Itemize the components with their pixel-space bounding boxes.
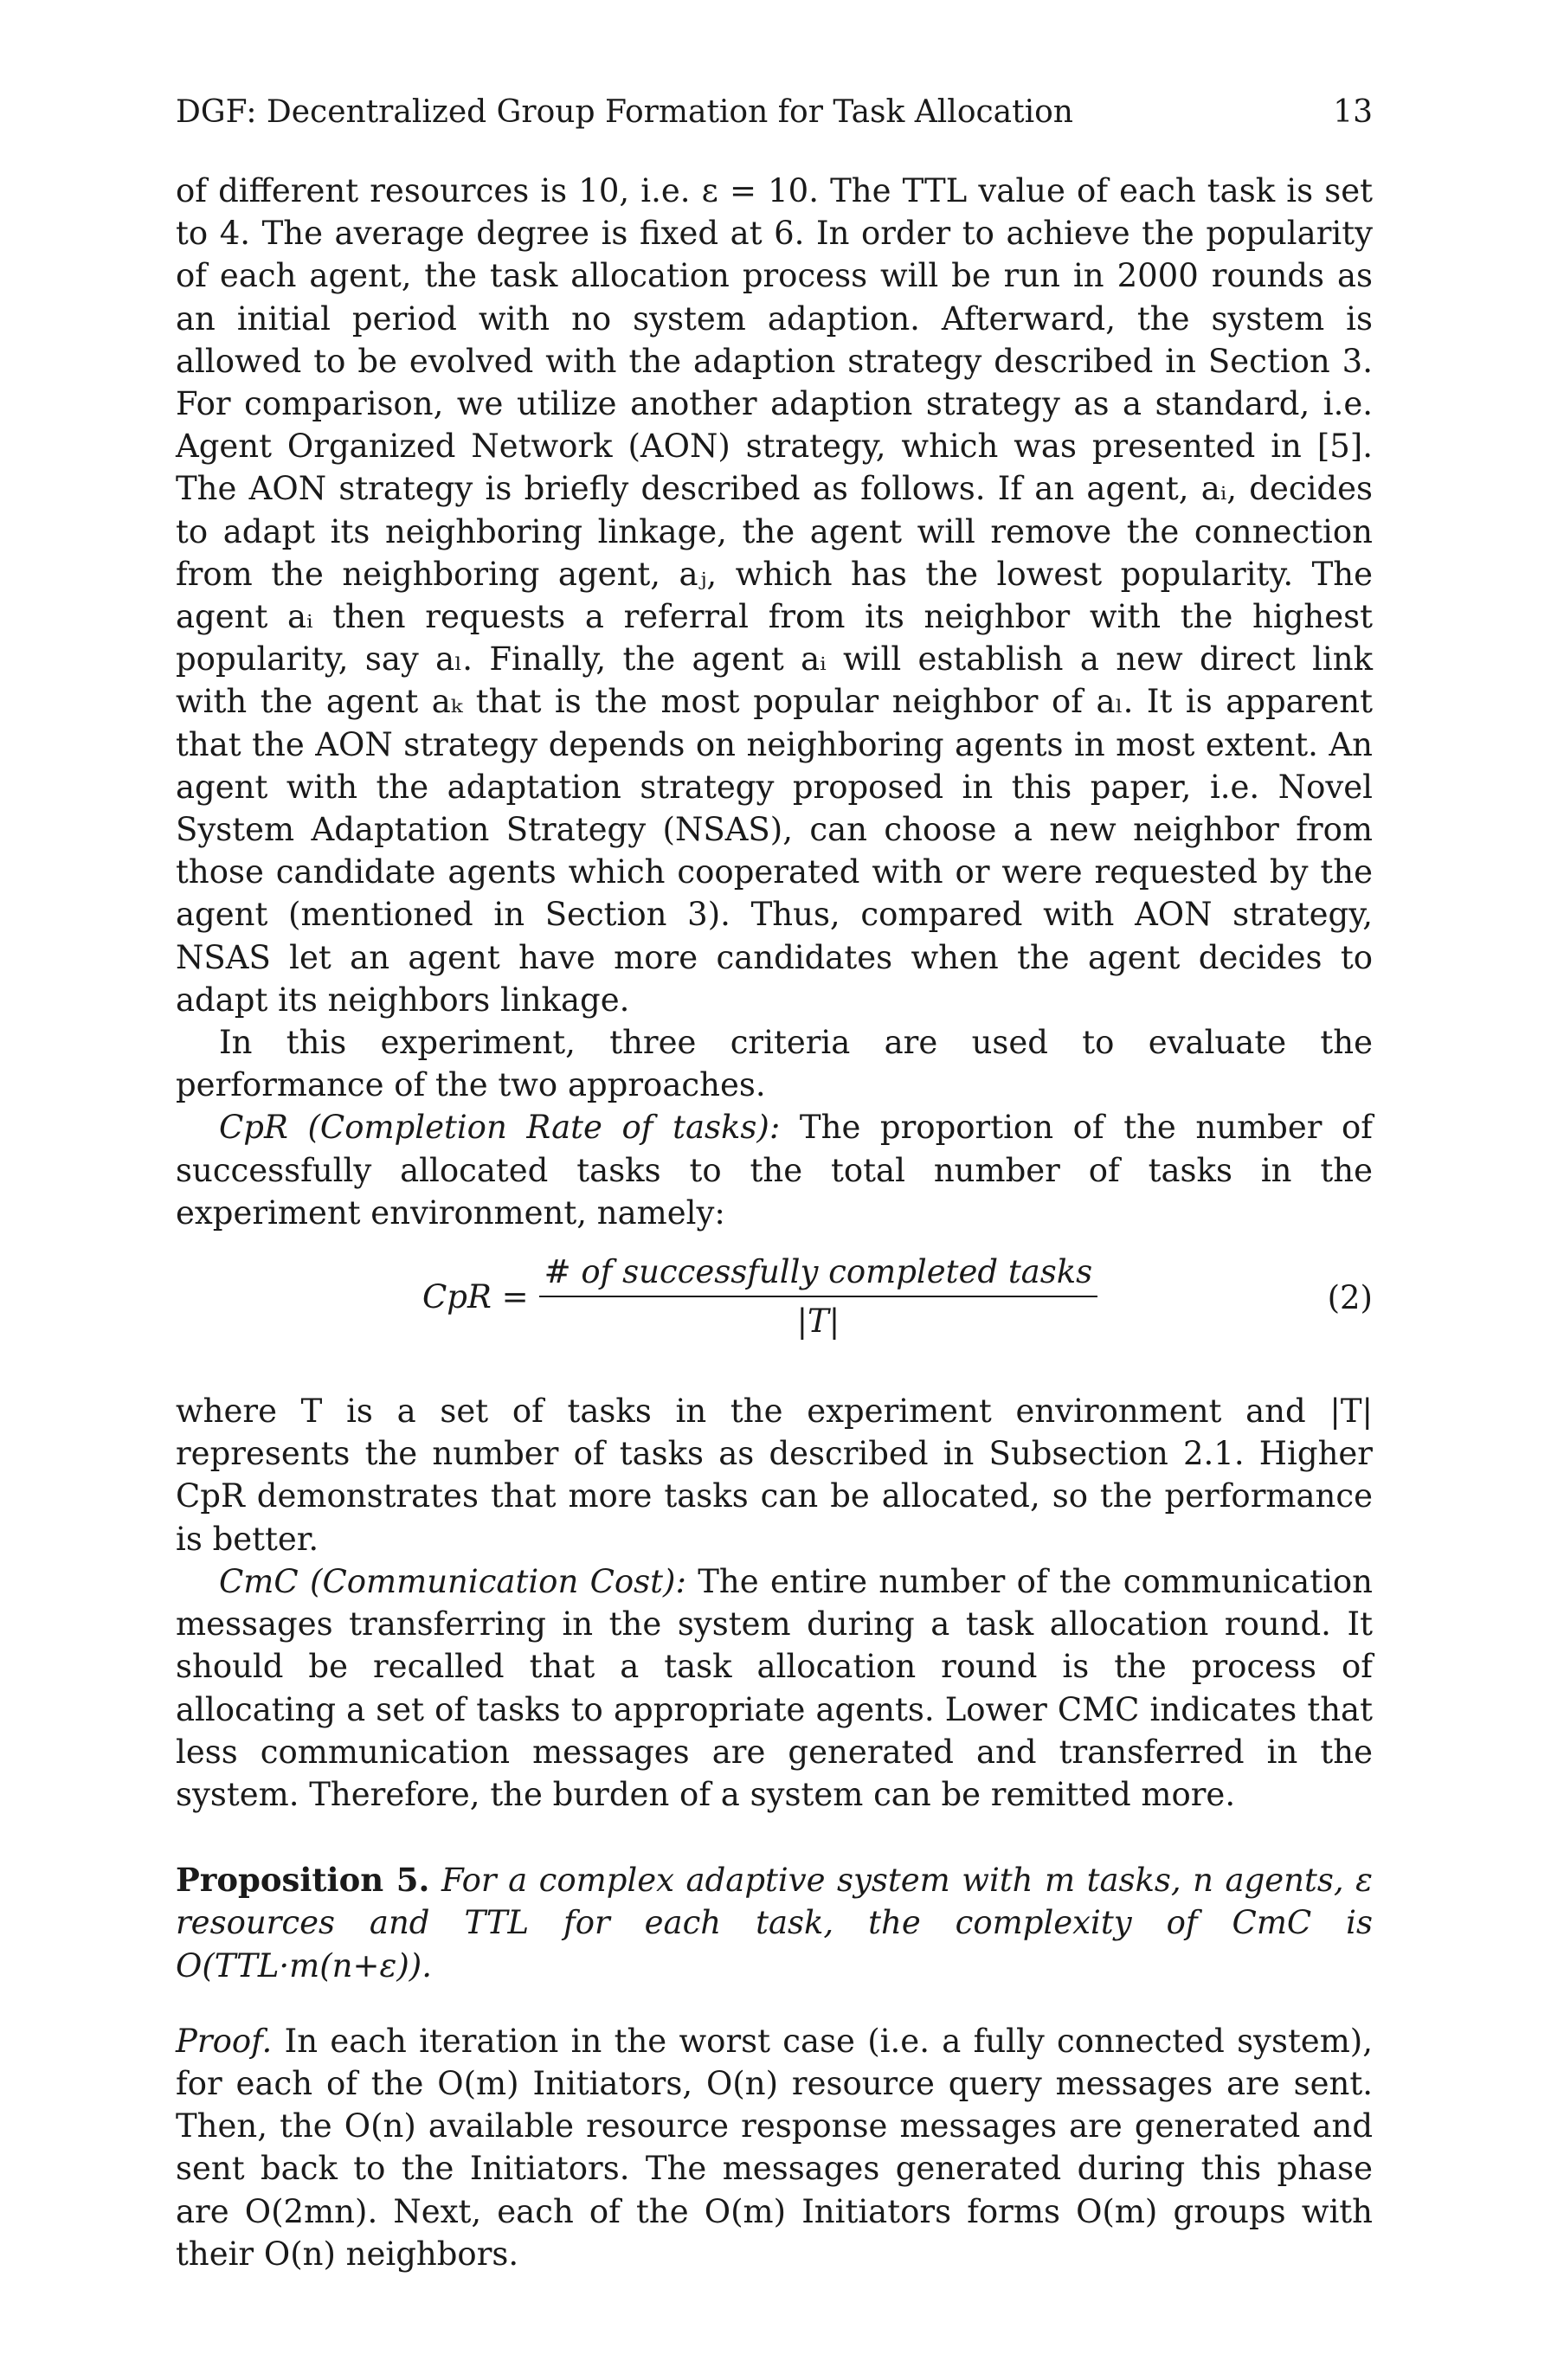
proof-paragraph [176,2020,1373,2275]
cpr-description: The proportion of the number of successfully allocated tasks to the total number of tasks in the experiment environment, namely: [176,1109,1373,1232]
paragraph-cmc-definition [176,1560,1373,1816]
equation-numerator: # of successfully completed tasks [539,1253,1098,1297]
cpr-term: CpR (Completion Rate of tasks): [219,1109,781,1147]
cmc-description: The entire number of the communication messages transferring in the system during a task allocation round. It should be recalled that a task allocation round is the process of allocating a set of tasks to appropriate agents. Lower CMC indicates that less communication messages are generated and transferred in the system. Therefore, the burden of a system can be remitted more. [176,1562,1374,1813]
equation-lhs: CpR = [422,1277,529,1315]
equation-cpr [176,1245,1373,1374]
cmc-term: CmC (Communication Cost): [219,1562,686,1600]
equation-denominator: |T| [796,1303,840,1341]
paragraph-criteria-intro: In this experiment, three criteria are used to evaluate the performance of the two approaches. [176,1024,1373,1104]
running-head [176,87,1373,138]
proof-label: Proof. [176,2022,273,2060]
paragraph-experiment-setup: of different resources is 10, i.e. ε = 10. The TTL value of each task is set to 4. The average degree is fixed at 6. In order to achieve the popularity of each agent, the task allocation process will be run in 2000 rounds as an initial period with no system adaption. Afterward, the system is allowed to be evolved with the adaption strategy described in Section 3. For comparison, we utilize another adaption strategy as a standard, i.e. Agent Organized Network (AON) strategy, which was presented in [5]. The AON strategy is briefly described as follows. If an agent, aᵢ, decides to adapt its neighboring linkage, the agent will remove the connection from the neighboring agent, aⱼ, which has the lowest popularity. The agent aᵢ then requests a referral from its neighbor with the highest popularity, say aₗ. Finally, the agent aᵢ will establish a new direct link with the agent aₖ that is the most popular neighbor of aₗ. It is apparent that the AON strategy depends on neighboring agents in most extent. An agent with the adaptation strategy proposed in this paper, i.e. Novel System Adaptation Strategy (NSAS), can choose a new neighbor from those candidate agents which cooperated with or were requested by the agent (mentioned in Section 3). Thus, compared with AON strategy, NSAS let an agent have more candidates when the agent decides to adapt its neighbors linkage. [176,172,1373,1019]
paragraph-cpr-definition [176,1106,1373,1234]
proposition-label: Proposition 5. [176,1861,430,1900]
proof-text: In each iteration in the worst case (i.e. a fully connected system), for each of the O(m) Initiators, O(n) resource query messages are sent. Then, the O(n) available resource response messages are generated and sent back to the Initiators. The messages generated during this phase are O(2mn). Next, each of the O(m) Initiators forms O(m) groups with their O(n) neighbors. [176,2022,1373,2273]
proposition-text: For a complex adaptive system with m tasks, n agents, ε resources and TTL for each task, the complexity of CmC is O(TTL·m(n+ε)). [176,1862,1373,1984]
running-title: DGF: Decentralized Group Formation for Task Allocation [176,94,1073,130]
equation-fraction [539,1253,1098,1340]
proposition-5 [176,1859,1373,1987]
page [176,87,1373,2275]
paragraph-cpr-explanation: where T is a set of tasks in the experiment environment and |T| represents the number of tasks as described in Subsection 2.1. Higher CpR demonstrates that more tasks can be allocated, so the performance is better. [176,1393,1373,1558]
equation-body [422,1253,1097,1340]
page-number: 13 [1333,94,1373,130]
equation-number: (2) [1327,1279,1373,1317]
